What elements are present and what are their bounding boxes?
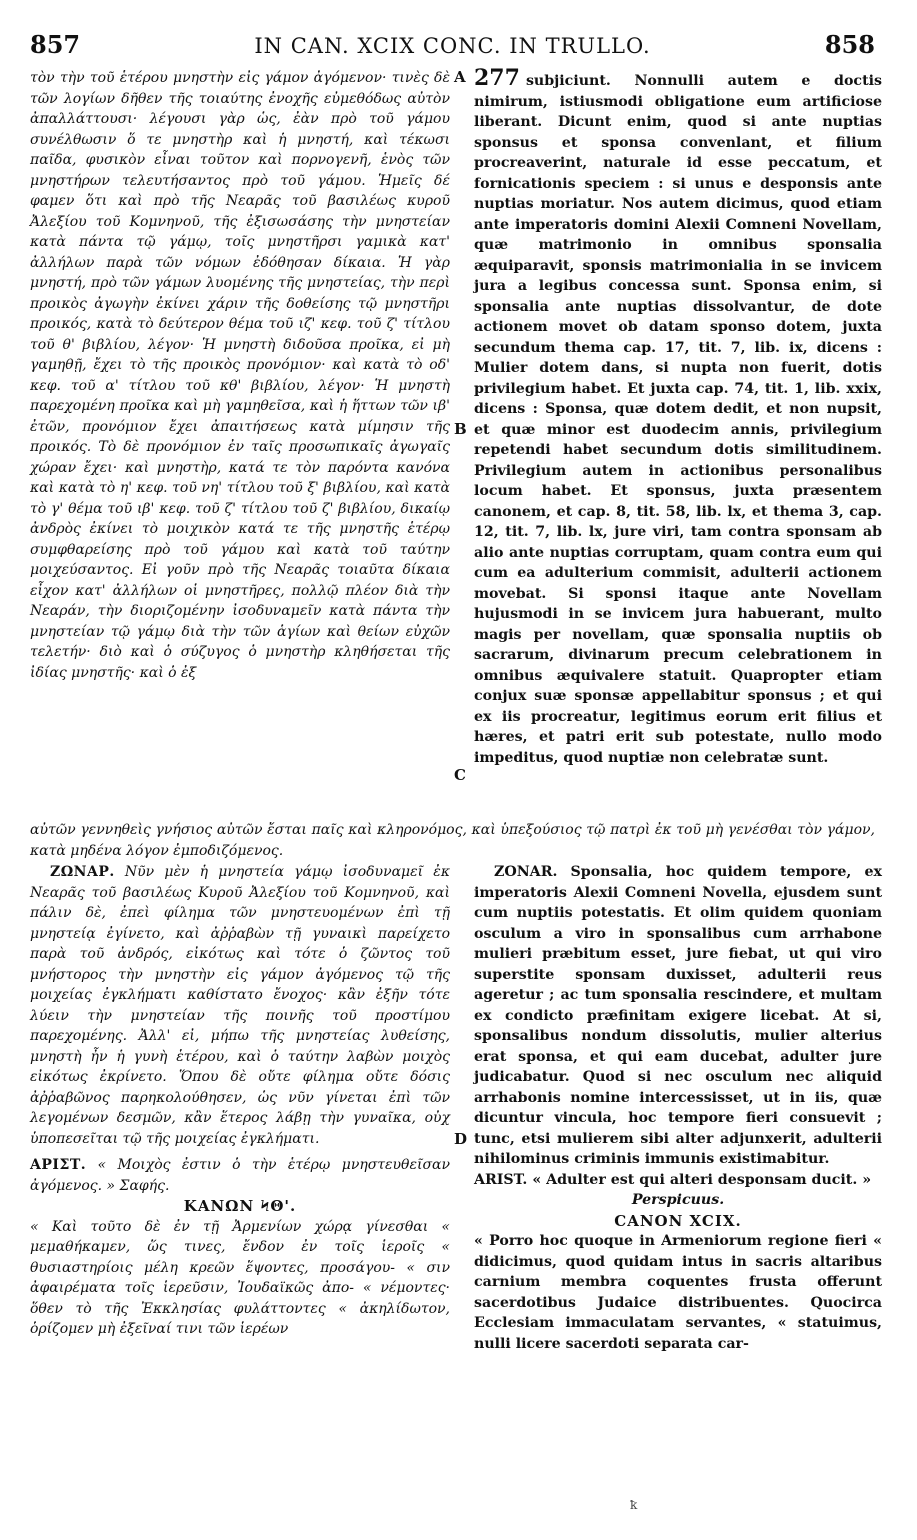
margin-mark-d: D xyxy=(454,1130,468,1148)
aristenus-greek-label: ΑΡΙΣΤ. xyxy=(30,1157,87,1173)
canon-greek-text: « Καὶ τοῦτο δὲ ἐν τῇ Ἀρμενίων χώρᾳ γίνεσθαι « μεμαθήκαμεν, ὥς τινες, ἔνδον ἐν τοῖς ἱεροῖς « θυσιαστηρίοις μέλη κρεῶν ἕψοντες, προσάγου- « σιν ἀφαιρέματα τοῖς ἱερεῦσιν, Ἰουδαϊκῶς ἀπο- « νέμοντες· ὅθεν τὸ τῆς Ἐκκλησίας φυλάττοντες « ἀκηλίδωτον, ὁρίζομεν μὴ ἐξεῖναί τινι τῶν ἱερέων xyxy=(30,1218,450,1337)
canon-latin-heading: CANON XCIX. xyxy=(614,1211,742,1230)
page-number-right: 858 xyxy=(824,30,875,59)
margin-marks xyxy=(452,0,474,1540)
aristenus-latin xyxy=(474,1170,882,1191)
canon-latin-text: « Porro hoc quoque in Armeniorum regione fieri « didicimus, quod quidam intus in sacris altaribus carnium membra coquentes frusta offerunt sacerdotibus Judaice distribuentes. Quocirca Ecclesiam immaculatam servantes, « statuimus, nulli licere sacerdoti separata car- xyxy=(474,1233,882,1352)
zonaras-greek xyxy=(30,862,450,1149)
page-number-left: 857 xyxy=(30,30,81,59)
aristenus-greek-text: « Μοιχὸς ἐστιν ὁ τὴν ἑτέρῳ μνηστευθεῖσαν ἀγόμενος. » Σαφής. xyxy=(30,1157,450,1194)
greek-column-top xyxy=(30,68,450,683)
zonaras-latin-label: ZONAR. xyxy=(494,864,558,880)
zonaras-greek-label: ΖΩΝΑΡ. xyxy=(50,864,115,880)
column-number: 277 xyxy=(474,65,520,91)
greek-full-width-line xyxy=(30,820,875,862)
zonaras-greek-text: Νῦν μὲν ἡ μνηστεία γάμῳ ἰσοδυναμεῖ ἐκ Νεαρᾶς τοῦ βασιλέως Κυροῦ Ἀλεξίου τοῦ Κομνηνοῦ, καὶ πάλιν δὲ, ἐπεὶ φίλημα τῶν μνηστευομένων ἐπὶ τῇ μνηστείᾳ ἐγίνετο, καὶ ἀῤῥαβὼν τῇ γυναικὶ παρείχετο παρὰ τοῦ ἀνδρός, εἰκότως καὶ τότε ὁ ζῶντος τοῦ μνήστορος τὴν μνηστὴν εἰς γάμον ἀγόμενος τῷ τῆς μοιχείας ἐγκλήματι καθίστατο ἔνοχος· κἂν ἐξῆν τότε λύειν τὴν μνηστείαν τῆς ποινῆς τοῦ προστίμου παρεχομένης. Ἀλλ' εἰ, μήπω τῆς μνηστείας λυθείσης, μνηστὴ ἦν ἡ γυνὴ ἑτέρου, καὶ ὁ ταύτην λαβὼν μοιχὸς εἰκότως ἐκρίνετο. Ὅπου δὲ οὔτε φίλημα οὔτε δόσις ἀῤῥαβῶνος παρηκολούθησεν, ὡς νῦν γίνεται ἐπὶ τῶν λεγομένων δεσμῶν, κἂν ἕτερος λάβῃ τὴν γυναῖκα, οὐχ ὑποπεσεῖται τῷ τῆς μοιχείας ἐγκλήματι. xyxy=(30,864,450,1147)
latin-commentary-text: subjiciunt. Nonnulli autem e doctis nimirum, istiusmodi obligatione eum artificiose liberant. Dicunt enim, quod si ante nuptias sponsus et sponsa convenlant, et filium procreaverint, naturale id esse peccatum, et fornicationis speciem : si unus e desponsis ante nuptias moriatur. Nos autem dicimus, quod etiam ante imperatoris domini Alexii Comneni Novellam, quæ matrimonio in omnibus sponsalia æquiparavit, sponsis matrimonialia in se invicem jura a legibus concessa sunt. Sponsa enim, si sponsalia ante nuptias dissolvantur, de dote actionem movet ob datam sponso dotem, juxta secundum thema cap. 17, tit. 7, lib. ix, dicens : Mulier dotem dans, si nupta non fuerit, dotis privilegium habet. Et juxta cap. 74, tit. 1, lib. xxix, dicens : Sponsa, quæ dotem dedit, et non nupsit, et quæ minor est duodecim annis, privilegium repetendi habet secundum dotis similitudinem. Privilegium autem in actionibus personalibus locum habet. Et sponsus, juxta præsentem canonem, et cap. 8, tit. 58, lib. lx, et thema 3, cap. 12, tit. 7, lib. lx, jure viri, tam contra sponsam ab alio ante nuptias corruptam, quam contra eum qui cum ea adulterium commisit, adulterii actionem movebat. Si sponsi itaque ante Novellam hujusmodi in se invicem jura habuerant, multo magis per novellam, quæ sponsalia nuptiis ob sacrarum, divinarum precum celebrationem in omnibus æquivalere statuit. Quapropter etiam conjux suæ sponsæ appellabitur sponsus ; et qui ex iis procreatur, legitimus eorum erit filius et hæres, et patri erit sub potestate, nullo modo impeditus, quod nuptiæ non celebratæ sunt. xyxy=(474,73,882,766)
aristenus-latin-label: ARIST. xyxy=(474,1171,528,1188)
greek-commentary-text: τὸν τὴν τοῦ ἑτέρου μνηστὴν εἰς γάμον ἀγόμενον· τινὲς δὲ τῶν λογίων δῆθεν τῆς τοιαύτης ἐνοχῆς εὐμεθόδως αὐτὸν ἀπαλλάττουσι· λέγουσι γὰρ ὡς, ἐὰν πρὸ τοῦ γάμου συνέλθωσιν ὅ τε μνηστὴρ καὶ ἡ μνηστή, καὶ τέκωσι παῖδα, φυσικὸν εἶναι τοῦτον καὶ πορνογενῆ, ἑνὸς τῶν μνηστήρων τελευτήσαντος πρὸ τοῦ γάμου. Ἡμεῖς δέ φαμεν ὅτι καὶ πρὸ τῆς Νεαρᾶς τοῦ βασιλέως κυροῦ Ἀλεξίου τοῦ Κομνηνοῦ, τῆς ἐξισωσάσης τὴν μνηστείαν κατὰ πάντα τῷ γάμῳ, τοῖς μνηστῆρσι γαμικὰ κατ' ἀλλήλων παρὰ τῶν νόμων ἐδόθησαν δίκαια. Ἡ γὰρ μνηστή, πρὸ τῶν γάμων λυομένης τῆς μνηστείας, τὴν περὶ προικὸς ἀγωγὴν ἐκίνει χάριν τῆς δοθείσης τῷ μνηστῆρι προικός, κατὰ τὸ δεύτερον θέμα τοῦ ιζ' κεφ. τοῦ ζ' τίτλου τοῦ θ' βιβλίου, λέγον· Ἡ μνηστὴ διδοῦσα προῖκα, εἰ μὴ γαμηθῇ, ἔχει τὸ τῆς προικὸς προνόμιον· καὶ κατὰ τὸ οδ' κεφ. τοῦ α' τίτλου τοῦ κθ' βιβλίου, λέγον· Ἡ μνηστὴ παρεχομένη προῖκα καὶ μὴ γαμηθεῖσα, καὶ ἡ ἥττων τῶν ιβ' ἐτῶν, προνόμιον ἔχει ἀπαιτήσεως κατὰ μίμησιν τῆς προικός. Τὸ δὲ προνόμιον ἐν ταῖς προσωπικαῖς ἀγωγαῖς χώραν ἔχει· καὶ μνηστὴρ, κατά τε τὸν παρόντα κανόνα καὶ κατὰ τὸ η' κεφ. τοῦ νη' τίτλου τοῦ ξ' βιβλίου, καὶ κατὰ τὸ γ' θέμα τοῦ ιβ' κεφ. τοῦ ζ' τίτλου τοῦ ζ' βιβλίου, δικαίῳ ἀνδρὸς ἐκίνει τὸ μοιχικὸν κατά τε τῆς μνηστῆς ἑτέρῳ συμφθαρείσης πρὸ τοῦ γάμου καὶ κατὰ τοῦ ταύτην μοιχεύσαντος. Εἰ γοῦν πρὸ τῆς Νεαρᾶς τοιαῦτα δίκαια εἶχον κατ' ἀλλήλων οἱ μνηστῆρες, πολλῷ πλέον διὰ τὴν Νεαράν, τὴν διοριζομένην ἰσοδυναμεῖν κατὰ πάντα τὴν μνηστείαν τῷ γάμῳ διὰ τὴν τῶν ἁγίων καὶ θείων εὐχῶν τελετήν· διὸ καὶ ὁ σύζυγος ὁ μνηστὴρ κληθήσεται τῆς ἰδίας μνηστῆς· καὶ ὁ ἐξ xyxy=(30,70,450,681)
latin-column-top xyxy=(474,65,882,768)
margin-mark-b: B xyxy=(454,420,467,438)
aristenus-greek xyxy=(30,1155,450,1196)
greek-continuation-text: αὐτῶν γεννηθεὶς γνήσιος αὐτῶν ἔσται παῖς καὶ κληρονόμος, καὶ ὑπεξούσιος τῷ πατρὶ ἐκ τοῦ μὴ γενέσθαι τὸν γάμον, κατὰ μηδένα λόγον ἐμποδιζόμενος. xyxy=(30,822,875,859)
zonaras-latin-text: Sponsalia, hoc quidem tempore, ex imperatoris Alexii Comneni Novella, ejusdem sunt cum nuptiis potestatis. Et olim quidem quoniam osculum a viro in sponsalibus cum arrhabone mulieri præbitum esset, jure fiebat, ut qui viro superstite sponsam duxisset, adulterii reus ageretur ; ac tum sponsalia rescindere, et multam ex condicto præfinitam exigere licebat. At si, sponsalibus nondum dissolutis, mulier alterius erat sponsa, et qui eam ducebat, adulter jure judicabatur. Quod si nec osculum nec aliquid arrhabonis nomine intercessisset, ut in iis, quæ dicuntur vincula, hoc tempore fieri consuevit ; tunc, etsi mulierem sibi alter adjunxerit, adulterii nihilominus criminis immunis existimabitur. xyxy=(474,864,882,1167)
latin-commentary-paragraph xyxy=(474,65,882,768)
running-title: IN CAN. XCIX CONC. IN TRULLO. xyxy=(254,34,651,58)
margin-mark-a: A xyxy=(454,68,466,86)
footer-mark: ꝁ xyxy=(630,1498,638,1512)
latin-column-bottom xyxy=(474,862,882,1354)
margin-mark-c: C xyxy=(454,766,466,784)
zonaras-latin xyxy=(474,862,882,1170)
aristenus-latin-text: « Adulter est qui alteri desponsam ducit. » xyxy=(532,1171,872,1188)
aristenus-latin-note: Perspicuus. xyxy=(631,1192,725,1208)
greek-column-bottom xyxy=(30,862,450,1340)
canon-greek-heading: ΚΑΝΩΝ ϞΘ'. xyxy=(183,1197,297,1215)
